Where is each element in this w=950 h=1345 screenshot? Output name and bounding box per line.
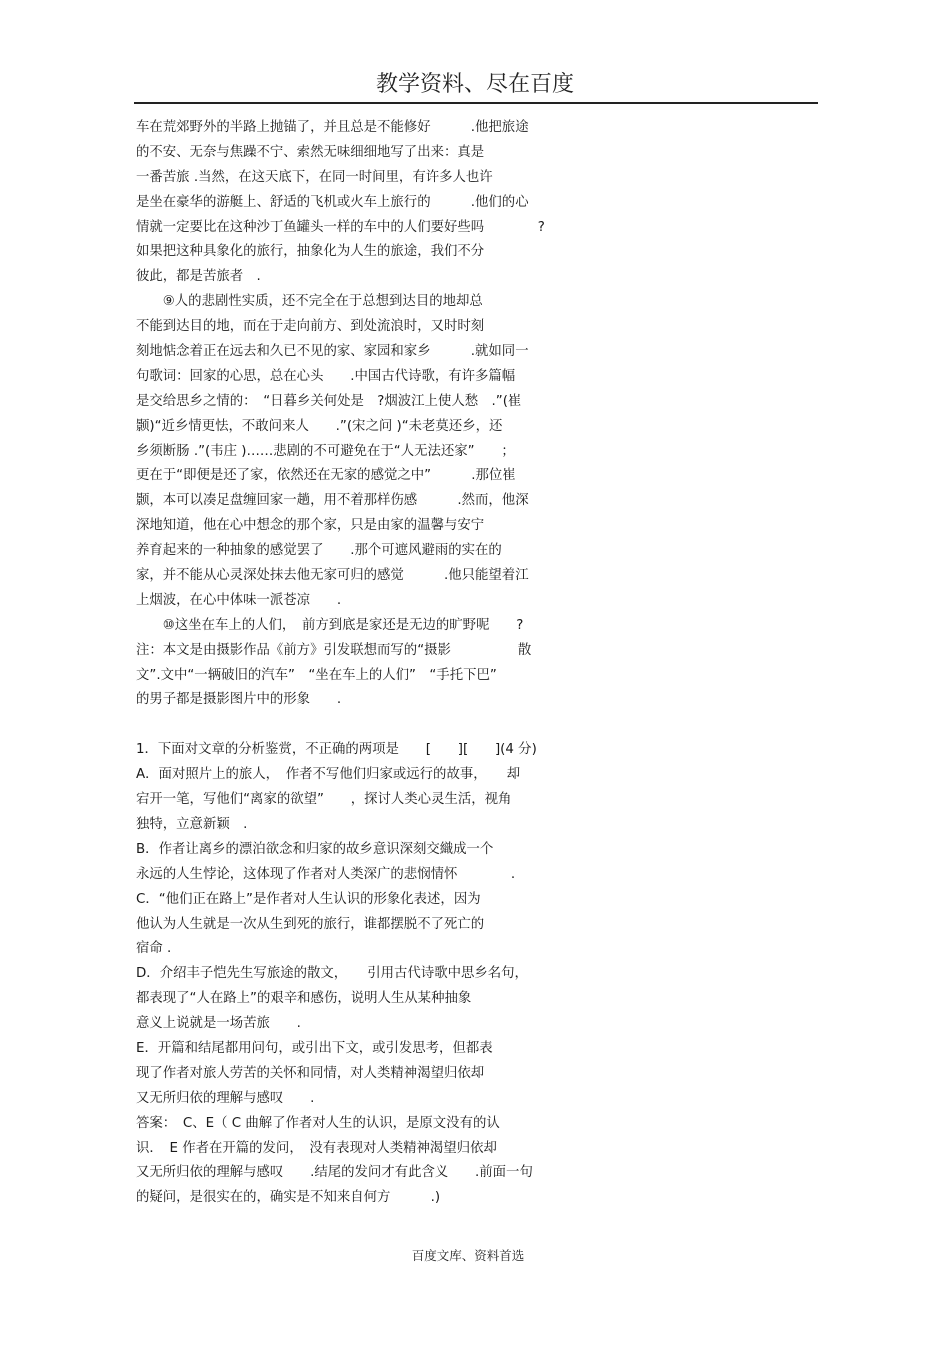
option-line: D．介绍丰子恺先生写旅途的散文， 引用古代诗歌中思乡名句，	[136, 966, 528, 982]
option-line: C．“他们正在路上”是作者对人生认识的形象化表述，因为	[136, 891, 481, 907]
text-line: 注：本文是由摄影作品《前方》引发联想而写的“摄影 散	[136, 642, 532, 658]
option-line: 宕开一笔，写他们“离家的欲望” ，探讨人类心灵生活，视角	[136, 792, 512, 808]
answer-line: 又无所归依的理解与感叹 .结尾的发问才有此含义 .前面一句	[136, 1165, 533, 1181]
option-line: B．作者让离乡的漂泊欲念和归家的故乡意识深刻交織成一个	[136, 841, 494, 857]
answer-line: 识． E 作者在开篇的发问， 没有表现对人类精神渴望归依却	[136, 1140, 497, 1156]
text-line: 彼此，都是苦旅者 .	[136, 269, 261, 285]
option-line: 现了作者对旅人劳苦的关怀和同情，对人类精神渴望归依却	[136, 1065, 485, 1081]
option-line: 独特，立意新颖 .	[136, 816, 248, 832]
text-line: 情就一定要比在这种沙丁鱼罐头一样的车中的人们要好些吗 ?	[136, 219, 545, 235]
text-line: 颢，本可以凑足盘缠回家一趟，用不着那样伤感 .然而，他深	[136, 493, 529, 509]
header-divider	[134, 102, 818, 104]
answer-line: 的疑问，是很实在的，确实是不知来自何方 .)	[136, 1190, 441, 1206]
blank-line	[136, 713, 596, 738]
text-line: ⑩这坐在车上的人们， 前方到底是家还是无边的旷野呢 ?	[136, 617, 524, 633]
text-line: 车在荒郊野外的半路上抛锚了，并且总是不能修好 .他把旅途	[136, 120, 529, 135]
text-line: 深地知道，他在心中想念的那个家，只是由家的温馨与安宁	[136, 518, 485, 534]
page-header-title: 教学资料、尽在百度	[375, 72, 574, 97]
option-line: 都表现了“人在路上”的艰辛和感伤，说明人生从某种抽象	[136, 991, 472, 1007]
text-line: 上烟波，在心中体味一派苍凉 .	[136, 592, 342, 608]
text-line: 的不安、无奈与焦躁不宁、索然无味细细地写了出来：真是	[136, 144, 485, 160]
text-line: 的男子都是摄影图片中的形象 .	[136, 692, 342, 708]
text-line: 文”.文中“一辆破旧的汽车” “坐在车上的人们” “手托下巴”	[136, 667, 497, 683]
text-line: 家，并不能从心灵深处抹去他无家可归的感觉 .他只能望着江	[136, 568, 529, 584]
option-line: 意义上说就是一场苦旅 .	[136, 1016, 301, 1032]
text-line: 不能到达目的地，而在于走向前方、到处流浪时，又时时刻	[136, 319, 485, 335]
option-line: 永远的人生悖论，这体现了作者对人类深广的悲悯情怀 .	[136, 866, 516, 882]
text-line: ⑨人的悲剧性实质，还不完全在于总想到达目的地却总	[136, 294, 483, 310]
option-line: 又无所归依的理解与感叹 .	[136, 1090, 315, 1106]
answer-line: 答案： C、E（ C 曲解了作者对人生的认识，是原文没有的认	[136, 1115, 500, 1131]
text-line: 一番苦旅 .当然，在这天底下，在同一时间里，有许多人也许	[136, 169, 493, 185]
text-line: 是坐在豪华的游艇上、舒适的飞机或火车上旅行的 .他们的心	[136, 194, 529, 210]
option-line: 他认为人生就是一次从生到死的旅行，谁都摆脱不了死亡的	[136, 916, 485, 932]
text-line: 句歌词：回家的心思，总在心头 .中国古代诗歌，有许多篇幅	[136, 368, 516, 384]
text-line: 养育起来的一种抽象的感觉罢了 .那个可遮风避雨的实在的	[136, 543, 502, 559]
option-line: 宿命 .	[136, 941, 172, 957]
option-line: A．面对照片上的旅人， 作者不写他们归家或远行的故事， 却	[136, 767, 521, 783]
text-line: 如果把这种具象化的旅行，抽象化为人生的旅途，我们不分	[136, 244, 485, 260]
text-line: 刻地惦念着正在远去和久已不见的家、家园和家乡 .就如同一	[136, 344, 529, 360]
text-line: 是交给思乡之情的： “日暮乡关何处是 ?烟波江上使人愁 .”(崔	[136, 393, 522, 409]
text-line: 乡须断肠 .”(韦庄 )……悲剧的不可避免在于“人无法还家” ；	[136, 443, 515, 459]
page-footer-text: 百度文库、资料首选	[411, 1248, 525, 1263]
text-line: 颢)“近乡情更怯，不敢问来人 .”(宋之问 )“未老莫还乡，还	[136, 418, 503, 434]
question-line: 1．下面对文章的分析鉴赏，不正确的两项是 [ ][ ](4 分)	[136, 742, 537, 758]
document-body	[136, 116, 596, 1211]
option-line: E．开篇和结尾都用问句，或引出下文，或引发思考，但都表	[136, 1040, 493, 1056]
text-line: 更在于“即便是还了家，依然还在无家的感觉之中” .那位崔	[136, 468, 516, 484]
